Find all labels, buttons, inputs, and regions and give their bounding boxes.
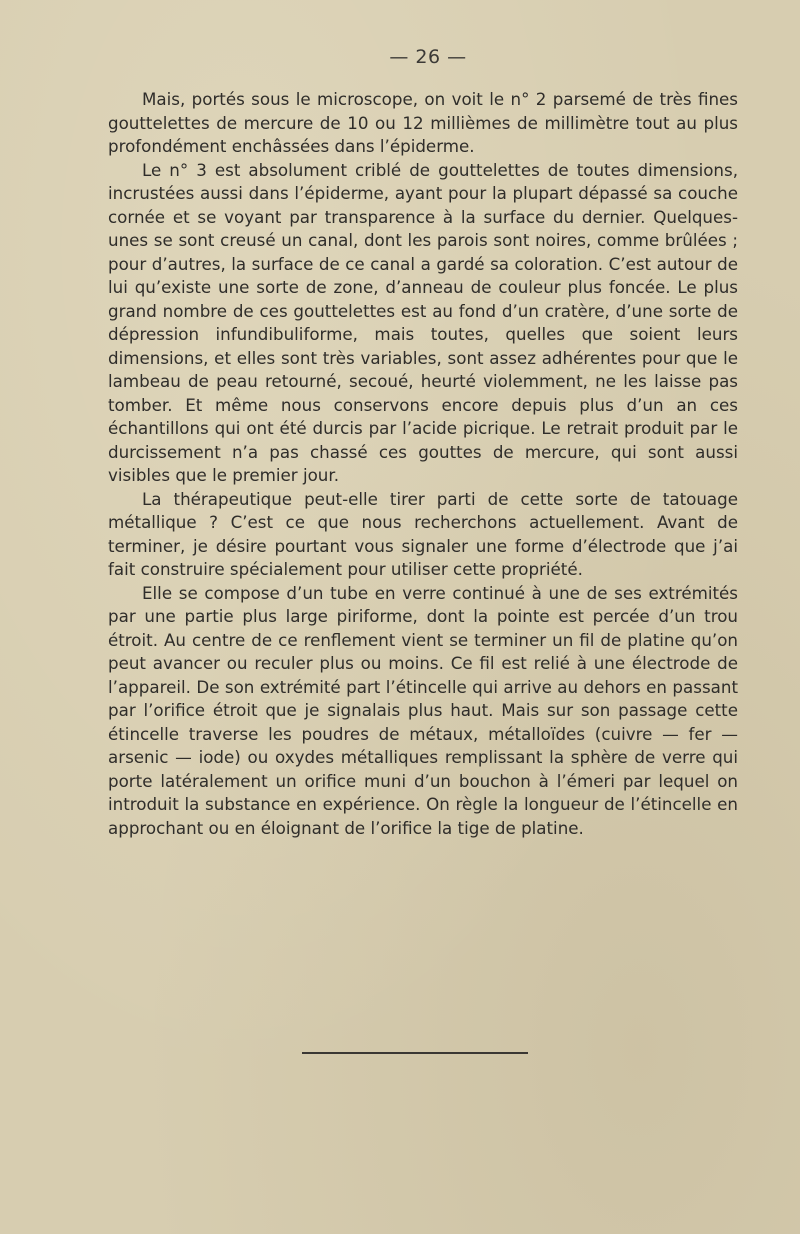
paragraph-1: Mais, portés sous le microscope, on voit le n° 2 parsemé de très fines gouttelettes de mercure de 10 ou 12 millièmes de millimètre tout au plus profondément enchâssées dans l’épiderme. xyxy=(108,89,738,156)
end-rule-divider xyxy=(302,1052,528,1054)
page-number: — 26 — xyxy=(389,46,467,68)
paragraph-3: La thérapeutique peut-elle tirer parti de cette sorte de tatouage métallique ? C’est ce que nous recherchons actuellement. Avant de terminer, je désire pourtant vous signaler une forme d’électrode que j’ai fait construire spécialement pour utiliser cette propriété. xyxy=(108,488,738,579)
body-text xyxy=(108,88,738,840)
paragraph-2: Le n° 3 est absolument criblé de gouttelettes de toutes dimensions, incrustées aussi dans l’épiderme, ayant pour la plupart dépassé sa couche cornée et se voyant par transparence à la surface du dernier. Quelques-unes se sont creusé un canal, dont les parois sont noires, comme brûlées ; pour d’autres, la surface de ce canal a gardé sa coloration. C’est autour de lui qu’existe une sorte de zone, d’anneau de couleur plus foncée. Le plus grand nombre de ces gouttelettes est au fond d’un cratère, d’une sorte de dépression infundibuliforme, mais toutes, quelles que soient leurs dimensions, et elles sont très variables, sont assez adhérentes pour que le lambeau de peau retourné, secoué, heurté violemment, ne les laisse pas tomber. Et même nous conservons encore depuis plus d’un an ces échantillons qui ont été durcis par l’acide picrique. Le retrait produit par le durcissement n’a pas chassé ces gouttes de mercure, qui sont aussi visibles que le premier jour. xyxy=(108,159,738,485)
paragraph-4: Elle se compose d’un tube en verre continué à une de ses extrémités par une partie plus large piriforme, dont la pointe est percée d’un trou étroit. Au centre de ce renflement vient se terminer un fil de platine qu’on peut avancer ou reculer plus ou moins. Ce fil est relié à une électrode de l’appareil. De son extrémité part l’étincelle qui arrive au dehors en passant par l’orifice étroit que je signalais plus haut. Mais sur son passage cette étincelle traverse les poudres de métaux, métalloïdes (cuivre — fer — arsenic — iode) ou oxydes métalliques remplissant la sphère de verre qui porte latéralement un orifice muni d’un bouchon à l’émeri par lequel on introduit la substance en expérience. On règle la longueur de l’étincelle en approchant ou en éloignant de l’orifice la tige de platine. xyxy=(108,582,738,838)
